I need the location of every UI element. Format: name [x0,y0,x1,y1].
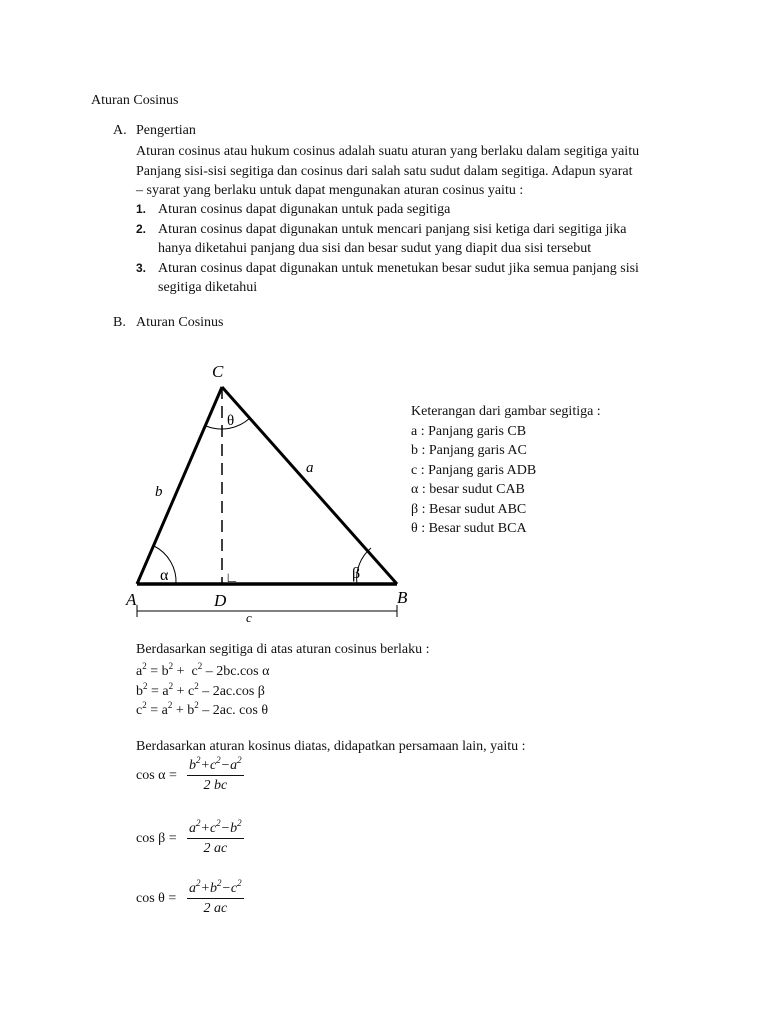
vertex-a-label: A [126,590,137,609]
paragraph-line: Aturan cosinus atau hukum cosinus adalah suatu aturan yang berlaku dalam segitiga yaitu [136,144,640,159]
right-angle-mark: ∟ [225,571,239,586]
side-b-line [137,387,222,584]
foot-d-label: D [214,591,227,610]
cos-theta-lhs: cos θ = [136,891,177,906]
paragraph-line: – syarat yang berlaku untuk dapat mengunakan aturan cosinus yaitu : [136,183,524,198]
triangle-diagram [120,355,420,630]
side-a-label: a [306,460,314,476]
derived-intro: Berdasarkan aturan kosinus diatas, didapatkan persamaan lain, yaitu : [136,739,526,754]
legend-title: Keterangan dari gambar segitiga : [411,404,601,419]
legend-line: a : Panjang garis CB [411,423,527,439]
vertex-b-label: B [397,588,408,607]
law-c-squared: $c^2 = a^2 + b^2 - 2ac$. cos θ [136,700,269,718]
legend-line: b : Panjang garis AC [411,443,527,458]
cos-beta-fraction [187,820,244,859]
law-b-squared: $b^2 = a^2 + c^2 - 2ac.\cos$ β [136,680,265,699]
section-a-marker: A. [113,123,127,138]
fraction-denominator: 2 ac [203,901,228,916]
section-b-heading: Aturan Cosinus [136,315,224,330]
list-number: 2. [136,221,147,236]
section-b-marker: B. [113,315,126,330]
side-a-line [222,387,397,584]
fraction-numerator: $b^2+c^2-a^2$ [187,757,244,776]
list-item [136,200,639,220]
angle-theta-label: θ [227,413,235,429]
section-a-heading: Pengertian [136,123,196,138]
section-a-paragraph [136,142,639,201]
laws-intro: Berdasarkan segitiga di atas aturan cosinus berlaku : [136,642,430,657]
diagram-legend [411,402,601,539]
list-number: 3. [136,260,147,275]
law-a-squared: $a^2 = b^2 + c^2 - 2bc.\cos$ α [136,661,270,679]
side-c-label: c [246,610,252,625]
fraction-denominator: 2 bc [203,778,228,793]
angle-beta-label: β [352,565,361,582]
legend-line: β : Besar sudut ABC [411,501,527,517]
cos-theta-fraction [187,880,244,919]
list-text: hanya diketahui panjang dua sisi dan besar sudut yang diapit dua sisi tersebut [158,241,592,256]
list-item [136,220,639,259]
cosine-laws [136,662,269,721]
list-number: 1. [136,202,147,216]
list-item [136,259,639,298]
vertex-c-label: C [212,362,224,381]
page-title: Aturan Cosinus [91,93,179,108]
fraction-numerator: $a^2+b^2-c^2$ [187,880,244,899]
requirements-list [136,200,639,298]
legend-line: θ : Besar sudut BCA [411,521,527,536]
legend-line: c : Panjang garis ADB [411,462,537,478]
cos-alpha-lhs: cos α = [136,768,177,783]
fraction-denominator: 2 ac [203,841,228,856]
cos-alpha-fraction [187,757,244,796]
cos-beta-lhs: cos β = [136,831,177,846]
legend-line: α : besar sudut CAB [411,482,525,497]
list-text: Aturan cosinus dapat digunakan untuk mencari panjang sisi ketiga dari segitiga jika [158,221,627,237]
list-text: Aturan cosinus dapat digunakan untuk pada segitiga [158,202,451,217]
list-text: Aturan cosinus dapat digunakan untuk menetukan besar sudut jika semua panjang sisi [158,260,639,276]
paragraph-line: Panjang sisi-sisi segitiga dan cosinus dari salah satu sudut dalam segitiga. Adapun syarat [136,163,633,179]
fraction-numerator: $a^2+c^2-b^2$ [187,820,244,839]
angle-alpha-label: α [160,567,169,584]
list-text: segitiga diketahui [158,280,258,295]
side-b-label: b [155,484,163,500]
